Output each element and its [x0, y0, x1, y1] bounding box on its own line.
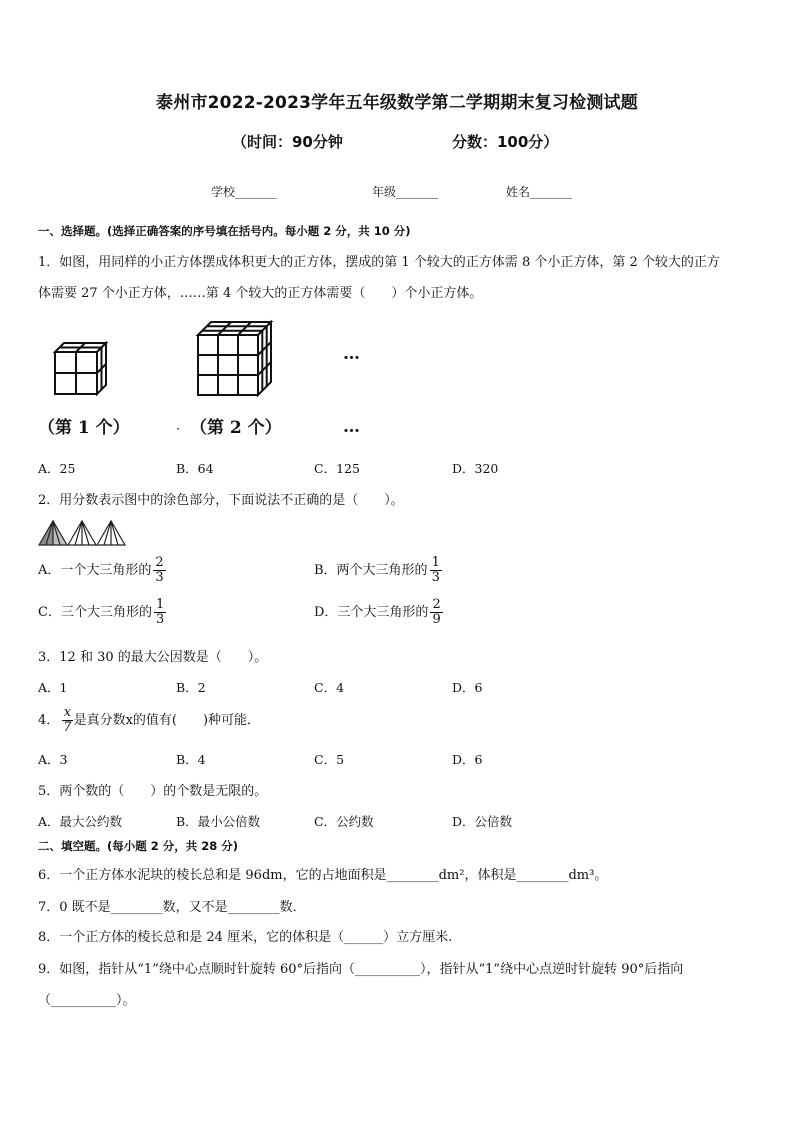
q3-option-b: B．2 [176, 680, 206, 695]
q2-option-d-text: D．三个大三角形的 [314, 605, 429, 620]
q5-option-b: B．最小公倍数 [176, 814, 261, 829]
q2-option-a-text: A．一个大三角形的 [38, 563, 152, 578]
q5-stem: 5．两个数的（ ）的个数是无限的。 [38, 784, 268, 799]
fraction-denominator: 9 [432, 612, 441, 627]
q1-option-d: D．320 [452, 461, 499, 476]
q4-prefix: 4． [38, 713, 60, 728]
fraction-denominator: 3 [155, 612, 165, 627]
q2-option-c-fraction [154, 598, 166, 627]
q5-option-a: A．最大公约数 [38, 814, 123, 829]
exam-score: 分数：100分） [452, 133, 559, 151]
q8-stem: 8．一个正方体的棱长总和是 24 厘米，它的体积是（______）立方厘米. [38, 930, 453, 945]
q4-text: 是真分数x的值有( )种可能． [73, 713, 261, 728]
grade-field: 年级_______ [372, 185, 439, 199]
q3-option-d: D．6 [452, 680, 483, 695]
section2-heading: 二、填空题。(每小题 2 分，共 28 分) [38, 839, 239, 853]
fraction-denominator: 7 [63, 720, 72, 735]
q3-option-c: C．4 [314, 680, 345, 695]
q3-option-a: A．1 [38, 680, 68, 695]
exam-time: （时间：90分钟 [232, 133, 343, 151]
q1-option-a: A．25 [38, 461, 76, 476]
q5-option-d: D．公倍数 [452, 814, 513, 829]
q1-option-b: B．64 [176, 461, 214, 476]
q1-option-c: C．125 [314, 461, 360, 476]
q2-option-d-fraction [430, 598, 442, 627]
fraction-numerator: 1 [431, 555, 440, 570]
fraction-numerator: x [63, 705, 72, 720]
q2-option-a-fraction [153, 556, 165, 585]
q4-fraction [61, 706, 73, 735]
stray-tick: · [176, 422, 181, 437]
q4-option-d: D．6 [452, 752, 483, 767]
name-field: 姓名_______ [506, 185, 573, 199]
fraction-denominator: 3 [155, 570, 164, 585]
q4-option-c: C．5 [314, 752, 345, 767]
q2-option-a [38, 556, 166, 585]
caption-figure-2: （第 2 个） [190, 418, 282, 438]
figure-dots-1: … [343, 344, 360, 364]
q1-line2: 体需要 27 个小正方体，……第 4 个较大的正方体需要（ ）个小正方体。 [38, 286, 483, 301]
fraction-numerator: 2 [432, 597, 441, 612]
fraction-numerator: 2 [155, 555, 164, 570]
q2-option-c-text: C．三个大三角形的 [38, 605, 152, 620]
q4-option-a: A．3 [38, 752, 68, 767]
section1-heading: 一、选择题。(选择正确答案的序号填在括号内。每小题 2 分，共 10 分) [38, 224, 411, 238]
page-title: 泰州市2022-2023学年五年级数学第二学期期末复习检测试题 [156, 93, 638, 113]
fraction-denominator: 3 [431, 570, 440, 585]
q9-line2: （__________）。 [38, 993, 136, 1008]
q9-line1: 9．如图，指针从“1”绕中心点顺时针旋转 60°后指向（__________），指针从“1”绕中心点逆时针旋转 90°后指向 [38, 962, 684, 977]
q3-stem: 3．12 和 30 的最大公因数是（ ）。 [38, 650, 268, 665]
q2-option-b-fraction [430, 556, 442, 585]
cube-figure-1 [50, 338, 110, 398]
q2-option-d [314, 598, 443, 627]
q1-line1: 1．如图，用同样的小正方体摆成体积更大的正方体，摆成的第 1 个较大的正方体需 8 个小正方体，第 2 个较大的正方 [38, 255, 720, 270]
school-field: 学校_______ [211, 185, 278, 199]
cube-figure-2 [193, 315, 273, 399]
q6-stem: 6．一个正方体水泥块的棱长总和是 96dm，它的占地面积是________dm²，体积是________dm³。 [38, 868, 608, 883]
q2-option-b [314, 556, 442, 585]
q7-stem: 7．0 既不是________数，又不是________数． [38, 900, 306, 915]
fraction-numerator: 1 [155, 597, 165, 612]
q5-option-c: C．公约数 [314, 814, 374, 829]
q2-option-c [38, 598, 166, 627]
q4-option-b: B．4 [176, 752, 206, 767]
figure-dots-2: … [343, 417, 360, 437]
q2-stem: 2．用分数表示图中的涂色部分，下面说法不正确的是（ ）。 [38, 493, 404, 508]
q2-option-b-text: B．两个大三角形的 [314, 563, 428, 578]
triangles-figure [38, 520, 128, 546]
q4-stem [38, 706, 260, 735]
caption-figure-1: （第 1 个） [38, 418, 130, 438]
